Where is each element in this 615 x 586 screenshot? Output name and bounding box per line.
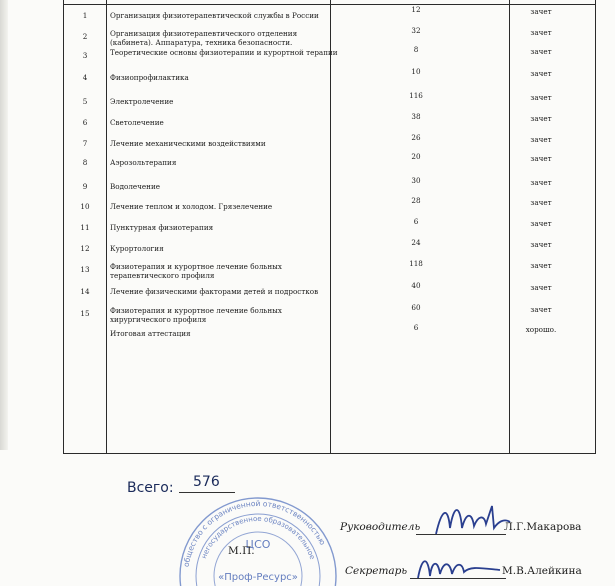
row-control: зачет	[530, 240, 552, 249]
row-control: зачет	[530, 305, 552, 314]
secretary-signature	[414, 550, 504, 582]
row-number: 4	[82, 73, 88, 82]
row-hours: 24	[411, 238, 421, 247]
row-title: Светолечение	[110, 118, 164, 127]
row-number: 9	[82, 182, 88, 191]
row-title: Лечение физическими факторами детей и подростков	[110, 287, 319, 296]
row-title: Организация физиотерапевтического отделения (кабинета). Аппаратура, техника безопасности.	[110, 29, 298, 47]
row-control: зачет	[530, 69, 552, 78]
organization-stamp	[178, 476, 338, 586]
row-hours: 10	[411, 67, 421, 76]
director-name: Л.Г.Макарова	[504, 521, 582, 533]
row-hours: 8	[413, 45, 419, 54]
secretary-name: М.В.Алейкина	[502, 565, 582, 577]
total-value: 576	[193, 474, 220, 490]
director-signature	[432, 498, 512, 540]
stamp-center-text: ЦСО	[245, 538, 271, 551]
row-hours: 20	[411, 152, 421, 161]
row-control: зачет	[530, 219, 552, 228]
row-number: 5	[82, 97, 88, 106]
row-number: 2	[82, 32, 88, 41]
row-hours: 38	[411, 112, 421, 121]
row-hours: 40	[411, 281, 421, 290]
row-control: зачет	[530, 114, 552, 123]
row-title: Физиопрофилактика	[110, 73, 189, 82]
row-control: зачет	[530, 198, 552, 207]
row-number: 1	[82, 11, 88, 20]
row-control: зачет	[530, 93, 552, 102]
row-hours: 12	[411, 5, 421, 14]
stamp-ring-text: «Проф-Ресурс»	[218, 572, 298, 583]
row-control: зачет	[530, 7, 552, 16]
row-control: зачет	[530, 154, 552, 163]
row-title: Организация физиотерапевтической службы в России	[110, 11, 319, 20]
row-number: 6	[82, 118, 88, 127]
row-hours: 28	[411, 196, 421, 205]
row-title: Теоретические основы физиотерапии и курортной терапии	[110, 48, 338, 57]
row-title: Водолечение	[110, 182, 161, 191]
row-title: Физиотерапия и курортное лечение больных хирургического профиля	[110, 306, 282, 324]
row-number: 10	[80, 202, 90, 211]
row-control: зачет	[530, 135, 552, 144]
row-control: зачет	[530, 178, 552, 187]
mp-label: М.П.	[228, 545, 255, 557]
row-hours: 118	[409, 259, 423, 268]
stamp-outer-text: общество с ограниченной ответственностью	[181, 498, 328, 568]
column-divider	[106, 0, 107, 453]
stamp-inner-text: негосударственное образовательное	[200, 514, 317, 561]
row-hours: 30	[411, 176, 421, 185]
row-control: зачет	[530, 261, 552, 270]
row-control: зачет	[530, 28, 552, 37]
row-title: Физиотерапия и курортное лечение больных терапевтического профиля	[110, 262, 282, 280]
row-title: Лечение механическими воздействиями	[110, 139, 266, 148]
row-hours: 32	[411, 26, 421, 35]
row-number: 11	[80, 223, 90, 232]
row-hours: 6	[413, 323, 419, 332]
row-number: 15	[80, 309, 90, 318]
row-control: зачет	[530, 283, 552, 292]
row-hours: 60	[411, 303, 421, 312]
row-divider	[64, 4, 595, 5]
row-number: 12	[80, 244, 90, 253]
page-edge-shadow	[0, 0, 8, 450]
row-number: 7	[82, 139, 88, 148]
column-divider	[509, 0, 510, 453]
row-number: 3	[82, 51, 88, 60]
row-number: 13	[80, 265, 90, 274]
row-hours: 6	[413, 217, 419, 226]
curriculum-table	[63, 0, 596, 454]
row-number: 8	[82, 158, 88, 167]
row-title: Пунктурная физиотерапия	[110, 223, 214, 232]
row-number: 14	[80, 287, 90, 296]
row-title: Итоговая аттестация	[110, 329, 191, 338]
secretary-role: Секретарь	[345, 565, 408, 577]
row-title: Курортология	[110, 244, 164, 253]
row-control: зачет	[530, 47, 552, 56]
total-label: Всего:	[127, 480, 174, 496]
row-hours: 26	[411, 133, 421, 142]
row-hours: 116	[409, 91, 423, 100]
row-title: Электролечение	[110, 97, 174, 106]
row-control: хорошо.	[525, 325, 557, 334]
director-role: Руководитель	[340, 521, 421, 533]
row-title: Аэрозольтерапия	[110, 158, 177, 167]
row-title: Лечение теплом и холодом. Грязелечение	[110, 202, 273, 211]
